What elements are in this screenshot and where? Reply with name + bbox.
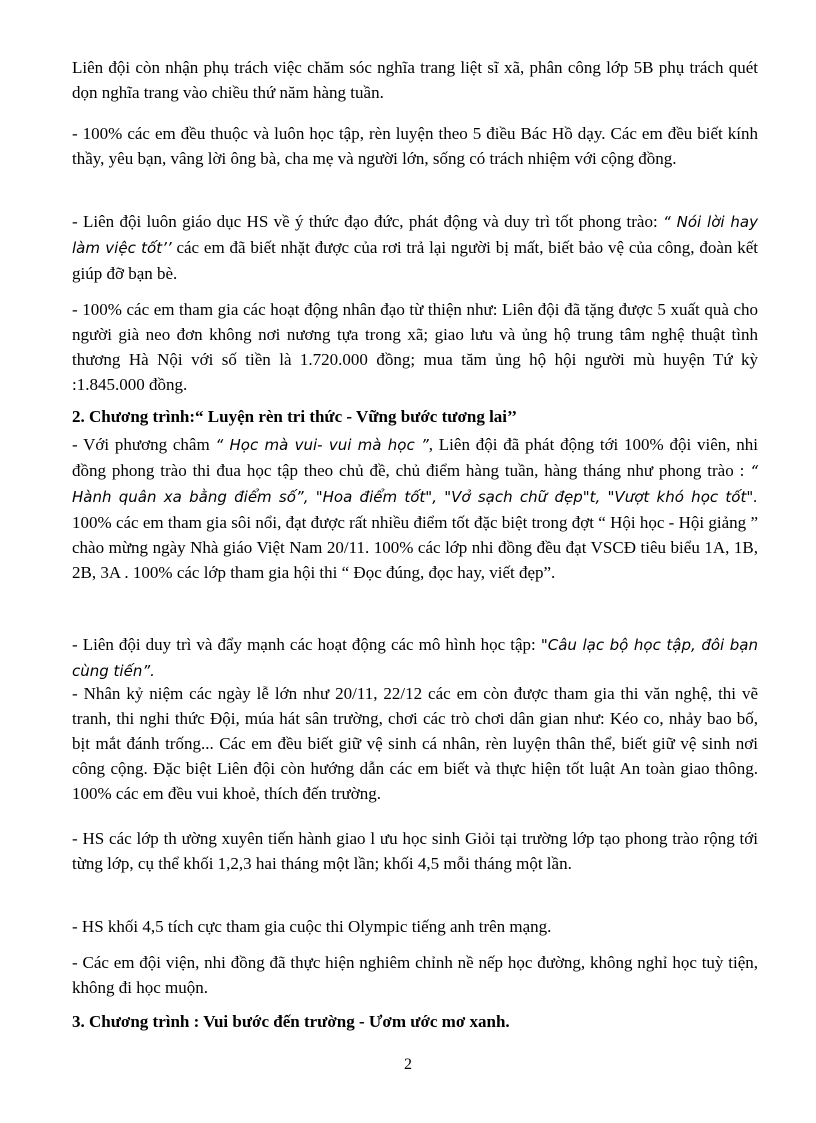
text-segment: - Với phương châm [72,435,216,454]
paragraph-charity: - 100% các em tham gia các hoạt động nhân đạo từ thiện như: Liên đội đã tặng được 5 xuất quà cho người già neo đơn không nơi nương tựa trong xã; giao lưu và ủng hộ trung tâm nghệ thuật tình thương Hà Nội với số tiền là 1.720.000 đồng; mua tăm ủng hộ hội người mù huyện Tứ kỳ :1.845.000 đồng. [72,300,758,394]
paragraph-study-motto [72,432,758,585]
section-heading-3: 3. Chương trình : Vui bước đến trường - Ươm ước mơ xanh. [72,1012,510,1031]
italic-quote: “ Nói lời hay làm việc tốt’’ [72,213,758,257]
italic-quote: "Câu lạc bộ học tập, đôi bạn cùng tiến”. [72,636,758,680]
paragraph-cemetery-care: Liên đội còn nhận phụ trách việc chăm sóc nghĩa trang liệt sĩ xã, phân công lớp 5B phụ trách quét dọn nghĩa trang vào chiều thứ năm hàng tuần. [72,58,758,102]
paragraph-holidays: - Nhân kỷ niệm các ngày lễ lớn như 20/11, 22/12 các em còn được tham gia thi văn nghệ, thi vẽ tranh, thi nghi thức Đội, múa hát sân trường, chơi các trò chơi dân gian như: Kéo co, nhảy bao bố, bịt mắt đánh trống... Các em đều biết giữ vệ sinh cá nhân, rèn luyện thân thể, biết giữ vệ sinh nơi công cộng. Đặc biệt Liên đội còn hướng dẫn các em biết và thực hiện tốt luật An toàn giao thông. 100% các em đều vui khoẻ, thích đến trường. [72,684,758,803]
text-segment: các em đã biết nhặt được của rơi trả lại người bị mất, biết bảo vệ của công, đoàn kết giúp đỡ bạn bè. [72,238,758,283]
paragraph-uncle-ho-teachings: - 100% các em đều thuộc và luôn học tập, rèn luyện theo 5 điều Bác Hồ dạy. Các em đều biết kính thầy, yêu bạn, vâng lời ông bà, cha mẹ và người lớn, sống có trách nhiệm với cộng đồng. [72,124,758,168]
paragraph-olympic-english: - HS khối 4,5 tích cực tham gia cuộc thi Olympic tiếng anh trên mạng. [72,917,552,936]
text-segment: 100% các em tham gia sôi nổi, đạt được rất nhiều điểm tốt đặc biệt trong đợt “ Hội học - Hội giảng ” chào mừng ngày Nhà giáo Việt Nam 20/11. 100% các lớp nhi đồng đều đạt VSCĐ tiêu biểu 1A, 1B, 2B, 3A . 100% các lớp tham gia hội thi “ Đọc đúng, đọc hay, viết đẹp”. [72,513,758,582]
section-heading-2: 2. Chương trình:“ Luyện rèn tri thức - Vững bước tương lai’’ [72,407,518,426]
paragraph-moral-education [72,209,758,286]
text-segment: , Liên đội đã phát động tới 100% đội viên, nhi đồng phong trào thi đua học tập theo chủ đề, chủ điểm hàng tuần, hàng tháng như phong trào : [72,435,758,480]
text-segment: - Liên đội duy trì và đẩy mạnh các hoạt động các mô hình học tập: [72,635,541,654]
page-number: 2 [404,1056,412,1073]
italic-quote: “ Học mà vui- vui mà học ” [215,436,429,454]
paragraph-learning-models [72,632,758,684]
italic-quote: “ Hành quân xa bằng điểm số”, "Hoa điểm tốt", "Vở sạch chữ đẹp"t, "Vượt khó học tốt". [72,462,758,506]
text-segment: - Liên đội luôn giáo dục HS về ý thức đạo đức, phát động và duy trì tốt phong trào: [72,212,664,231]
paragraph-discipline: - Các em đội viện, nhi đồng đã thực hiện nghiêm chỉnh nề nếp học đường, không nghỉ học tuỳ tiện, không đi học muộn. [72,953,758,997]
paragraph-good-students-exchange: - HS các lớp th ường xuyên tiến hành giao l ưu học sinh Giỏi tại trường lớp tạo phong trào rộng tới từng lớp, cụ thể khối 1,2,3 hai tháng một lần; khối 4,5 mỗi tháng một lần. [72,829,758,873]
